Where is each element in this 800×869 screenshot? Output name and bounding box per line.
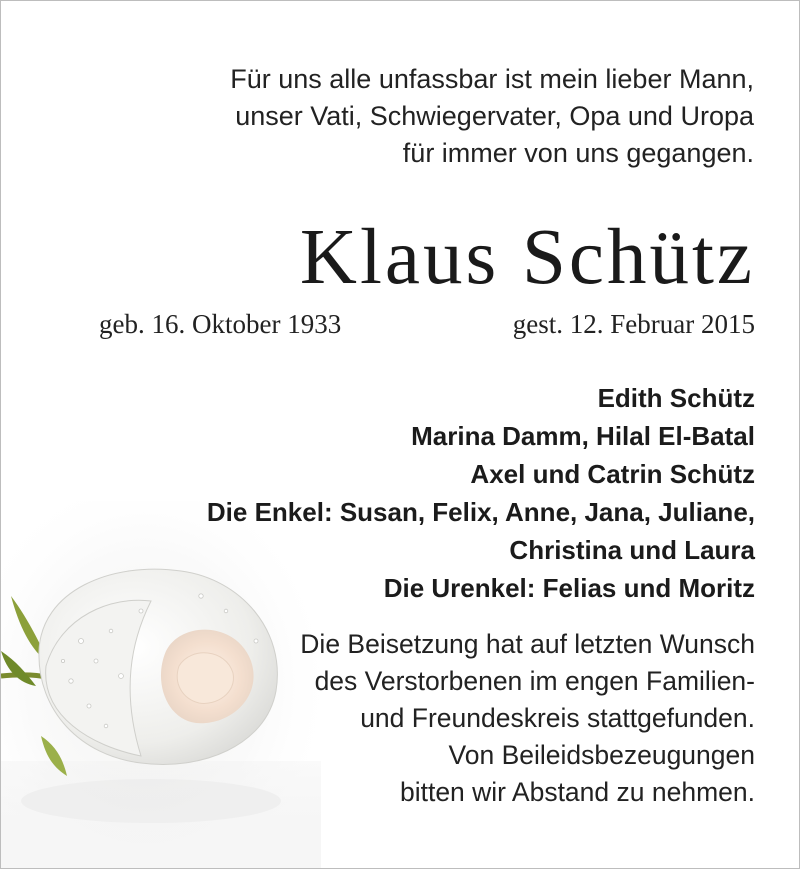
notice-line: bitten wir Abstand zu nehmen. xyxy=(399,777,755,807)
mourner-line: Christina und Laura xyxy=(509,535,755,565)
mourner-line: Die Urenkel: Felias und Moritz xyxy=(383,573,755,603)
deceased-name: Klaus Schütz xyxy=(299,214,755,301)
funeral-notice xyxy=(195,626,755,811)
intro-text xyxy=(134,61,754,172)
mourners-list xyxy=(55,379,755,607)
birth-date: geb. 16. Oktober 1933 xyxy=(99,309,342,339)
mourner-line: Axel und Catrin Schütz xyxy=(470,459,755,489)
intro-line: für immer von uns gegangen. xyxy=(402,138,754,168)
notice-line: des Verstorbenen im engen Familien- xyxy=(314,666,755,696)
intro-line: Für uns alle unfassbar ist mein lieber Mann, xyxy=(230,64,754,94)
intro-line: unser Vati, Schwiegervater, Opa und Uropa xyxy=(235,101,754,131)
life-dates xyxy=(99,307,755,341)
mourner-line: Die Enkel: Susan, Felix, Anne, Jana, Juliane, xyxy=(206,497,755,527)
mourner-line: Marina Damm, Hilal El-Batal xyxy=(411,421,755,451)
death-date: gest. 12. Februar 2015 xyxy=(512,309,755,339)
notice-line: Die Beisetzung hat auf letzten Wunsch xyxy=(300,629,755,659)
mourner-line: Edith Schütz xyxy=(597,383,755,413)
notice-line: Von Beileidsbezeugungen xyxy=(448,740,755,770)
notice-line: und Freundeskreis stattgefunden. xyxy=(360,703,755,733)
